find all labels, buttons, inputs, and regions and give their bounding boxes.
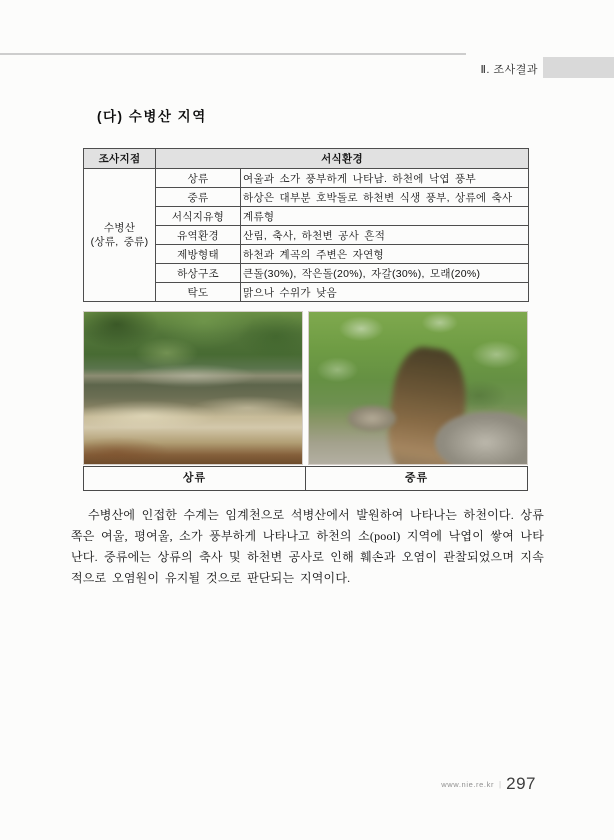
photo-table [83, 311, 528, 491]
footer-url: www.nie.re.kr [441, 779, 495, 789]
row-label: 상류 [156, 169, 241, 188]
site-name: 수병산 [103, 222, 136, 234]
row-label: 탁도 [156, 283, 241, 302]
row-label: 중류 [156, 188, 241, 207]
midstream-photo-cell [308, 311, 528, 465]
row-value: 계류형 [241, 207, 529, 226]
photo-caption-row [83, 466, 528, 491]
col-header-habitat: 서식환경 [156, 149, 529, 169]
row-label: 유역환경 [156, 226, 241, 245]
midstream-photo [309, 312, 527, 464]
rock [348, 406, 396, 430]
header-rule [0, 53, 466, 55]
table-header-row [84, 149, 529, 169]
upstream-photo-cell [83, 311, 303, 465]
boulders [435, 412, 527, 464]
row-value: 맑으나 수위가 낮음 [241, 283, 529, 302]
footer-separator: | [499, 779, 502, 789]
habitat-table [83, 148, 529, 302]
table-row [84, 169, 529, 188]
page-number: 297 [506, 774, 536, 793]
row-value: 큰돌(30%), 작은돌(20%), 자갈(30%), 모래(20%) [241, 264, 529, 283]
upstream-caption: 상류 [84, 467, 306, 490]
row-value: 여울과 소가 풍부하게 나타남. 하천에 낙엽 풍부 [241, 169, 529, 188]
chapter-tab-marker [543, 57, 614, 78]
col-header-site: 조사지점 [84, 149, 156, 169]
row-label: 하상구조 [156, 264, 241, 283]
photo-row [83, 311, 528, 465]
page-title: (다) 수병산 지역 [97, 109, 207, 124]
body-paragraph: 수병산에 인접한 수계는 임계천으로 석병산에서 발원하여 나타나는 하천이다. 상류쪽은 여울, 평여울, 소가 풍부하게 나타나고 하천의 소(pool) 지역에 낙엽이 쌓여 나타난다. 중류에는 상류의 축사 및 하천변 공사로 인해 훼손과 오염이 관찰되었으며 지속적으로 오염원이 유지될 것으로 판단되는 지역이다. [71, 508, 544, 585]
row-label: 제방형태 [156, 245, 241, 264]
midstream-caption: 중류 [404, 472, 429, 484]
upstream-photo [84, 312, 302, 464]
chapter-label: Ⅱ. 조사결과 [480, 64, 538, 76]
row-value: 하천과 계곡의 주변은 자연형 [241, 245, 529, 264]
site-sub: (상류, 중류) [90, 236, 149, 248]
row-value: 산림, 축사, 하천변 공사 흔적 [241, 226, 529, 245]
page-footer [441, 774, 536, 794]
row-label: 서식지유형 [156, 207, 241, 226]
row-value: 하상은 대부분 호박돌로 하천변 식생 풍부, 상류에 축사 [241, 188, 529, 207]
site-name-cell [84, 169, 156, 302]
